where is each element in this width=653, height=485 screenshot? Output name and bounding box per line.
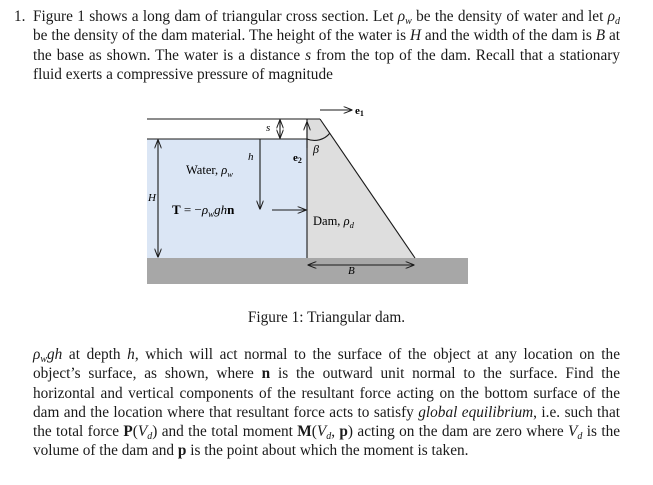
problem-number: 1.: [14, 8, 26, 25]
text-run: w: [40, 354, 48, 365]
label-beta: β: [313, 142, 319, 156]
text-run: ): [347, 423, 354, 441]
text-run: P: [123, 423, 133, 441]
text-run: at depth: [62, 346, 128, 363]
text-run: M: [297, 423, 312, 441]
text-run: V: [316, 423, 327, 441]
text-run: w: [405, 16, 412, 27]
text-run: is the outward unit normal to the surface. Find the horizontal and vertical components of the resultant force acting on the bottom surface of the dam and the location where that resultant force acts to satisfy: [33, 365, 620, 421]
dam-body: [307, 119, 415, 258]
water-region: [147, 139, 307, 258]
ground: [147, 258, 468, 284]
text-run: and the total moment: [157, 423, 298, 441]
text-run: d: [147, 431, 153, 443]
text-run: B: [595, 27, 606, 45]
text-run: d: [326, 431, 332, 443]
text-run: acting on the dam are zero where: [353, 423, 569, 441]
label-dam: Dam, $\rho_d$: [313, 214, 354, 230]
label-e1: e1: [355, 105, 364, 118]
label-s: s: [266, 122, 271, 134]
text-run: d: [615, 16, 620, 27]
label-traction: $T = -\rho_wghn$: [172, 202, 235, 219]
text-run: ): [152, 423, 158, 441]
text-run: p: [177, 442, 187, 460]
label-e2: e2: [293, 152, 302, 165]
text-run: and the width of the dam is: [421, 27, 596, 45]
text-run: , i.e. such that the total force: [33, 403, 620, 441]
text-run: Figure 1 shows a long dam of triangular cross section. Let: [33, 8, 398, 25]
text-run: be the density of the dam material. The height of the water is: [33, 27, 410, 45]
text-run: global equilibrium: [418, 403, 534, 421]
problem-continuation-text: [33, 345, 620, 461]
text-run: V: [568, 423, 578, 441]
text-run: (: [132, 423, 138, 441]
label-water: Water, $\rho_w$: [186, 163, 233, 179]
text-run: from the top of the dam. Recall that a stationary fluid exerts a compressive pressure of magnitude: [33, 46, 620, 83]
text-run: h: [127, 346, 135, 363]
text-run: ρ: [33, 346, 41, 363]
text-run: d: [577, 431, 583, 443]
text-run: s: [305, 46, 312, 64]
text-run: n: [261, 365, 271, 383]
label-B: B: [348, 265, 355, 277]
text-run: (: [311, 423, 317, 441]
text-run: be the density of water and let: [411, 8, 608, 25]
label-H: H: [148, 192, 156, 204]
text-run: is the point about which the moment is taken.: [186, 442, 469, 460]
text-run: ρ: [397, 8, 406, 25]
text-run: is the volume of the dam and: [33, 423, 621, 460]
text-run: gh: [47, 346, 63, 363]
figure-caption: Figure 1: Triangular dam.: [247, 309, 406, 326]
text-run: V: [137, 423, 148, 441]
text-run: H: [409, 27, 421, 45]
label-h: h: [248, 151, 254, 163]
text-run: , which will act normal to the surface of the object at any location on the object’s surface, as shown, where: [33, 346, 620, 383]
text-run: at the base as shown. The water is a distance: [33, 27, 621, 64]
text-run: ,: [331, 423, 340, 441]
text-run: ρ: [607, 8, 615, 25]
text-run: p: [339, 423, 348, 441]
